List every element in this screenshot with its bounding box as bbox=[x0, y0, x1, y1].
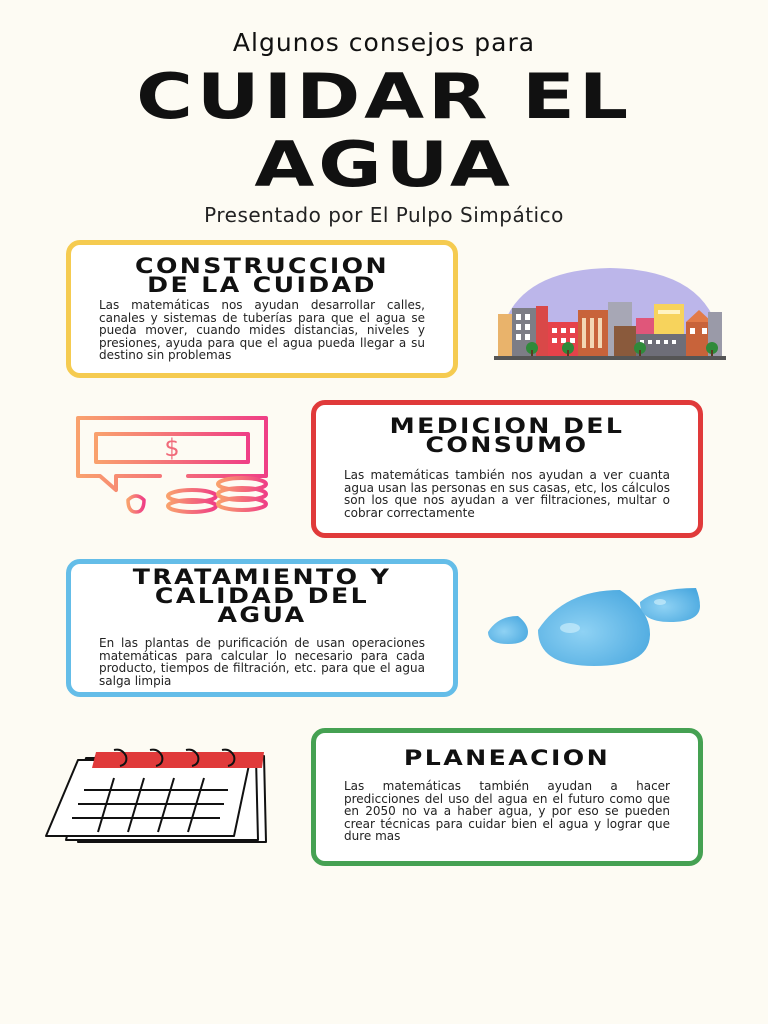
card-medicion bbox=[311, 400, 703, 538]
card-text: En las plantas de purificación de usan operaciones matemáticas para calcular lo necesario para cada producto, tiempos de filtración, etc. para que el agua salga limpia bbox=[99, 636, 425, 688]
card-title-line: TRATAMIENTO Y bbox=[132, 565, 392, 589]
main-title bbox=[0, 60, 768, 201]
city-skyline-icon bbox=[490, 262, 730, 362]
calendar-icon bbox=[44, 748, 276, 844]
card-title-line: CALIDAD DEL bbox=[154, 584, 370, 608]
card-title-line: CONSTRUCCION bbox=[135, 254, 389, 278]
money-bill-coins-icon bbox=[70, 412, 275, 517]
card-construccion bbox=[66, 240, 458, 378]
card-planeacion bbox=[311, 728, 703, 866]
pre-title: Algunos consejos para bbox=[232, 28, 536, 57]
card-text: Las matemáticas también nos ayudan a ver cuanta agua usan las personas en sus casas, etc, los cálculos son los que nos ayudan a ver filtraciones, multar o cobrar correctamente bbox=[344, 468, 670, 520]
svg-text:$: $ bbox=[164, 434, 180, 462]
card-title-line: MEDICION DEL bbox=[389, 414, 625, 438]
main-title-line2: AGUA bbox=[254, 128, 514, 201]
card-title-line: CONSUMO bbox=[425, 433, 589, 457]
card-title-line: AGUA bbox=[217, 603, 307, 627]
card-title bbox=[311, 746, 702, 770]
header bbox=[0, 28, 768, 227]
subtitle: Presentado por El Pulpo Simpático bbox=[204, 203, 564, 227]
card-title-line: PLANEACION bbox=[403, 746, 611, 770]
card-text: Las matemáticas también ayudan a hacer predicciones del uso del agua en el futuro como que en 2050 no va a haber agua, y por eso se pueden crear técnicas para cuidar bien el agua y lograr que dure mas bbox=[344, 779, 670, 843]
card-title bbox=[66, 254, 457, 297]
card-title bbox=[66, 565, 457, 627]
card-tratamiento bbox=[66, 559, 458, 697]
card-title-line: DE LA CUIDAD bbox=[147, 273, 377, 297]
water-drops-icon bbox=[484, 580, 704, 672]
card-text: Las matemáticas nos ayudan desarrollar calles, canales y sistemas de tuberías para que el agua se pueda mover, cuando mides distancias, niveles y presiones, ayuda para que el agua pueda llegar a su destino sin problemas bbox=[99, 298, 425, 362]
card-title bbox=[311, 414, 702, 457]
main-title-line1: CUIDAR EL bbox=[136, 60, 632, 133]
